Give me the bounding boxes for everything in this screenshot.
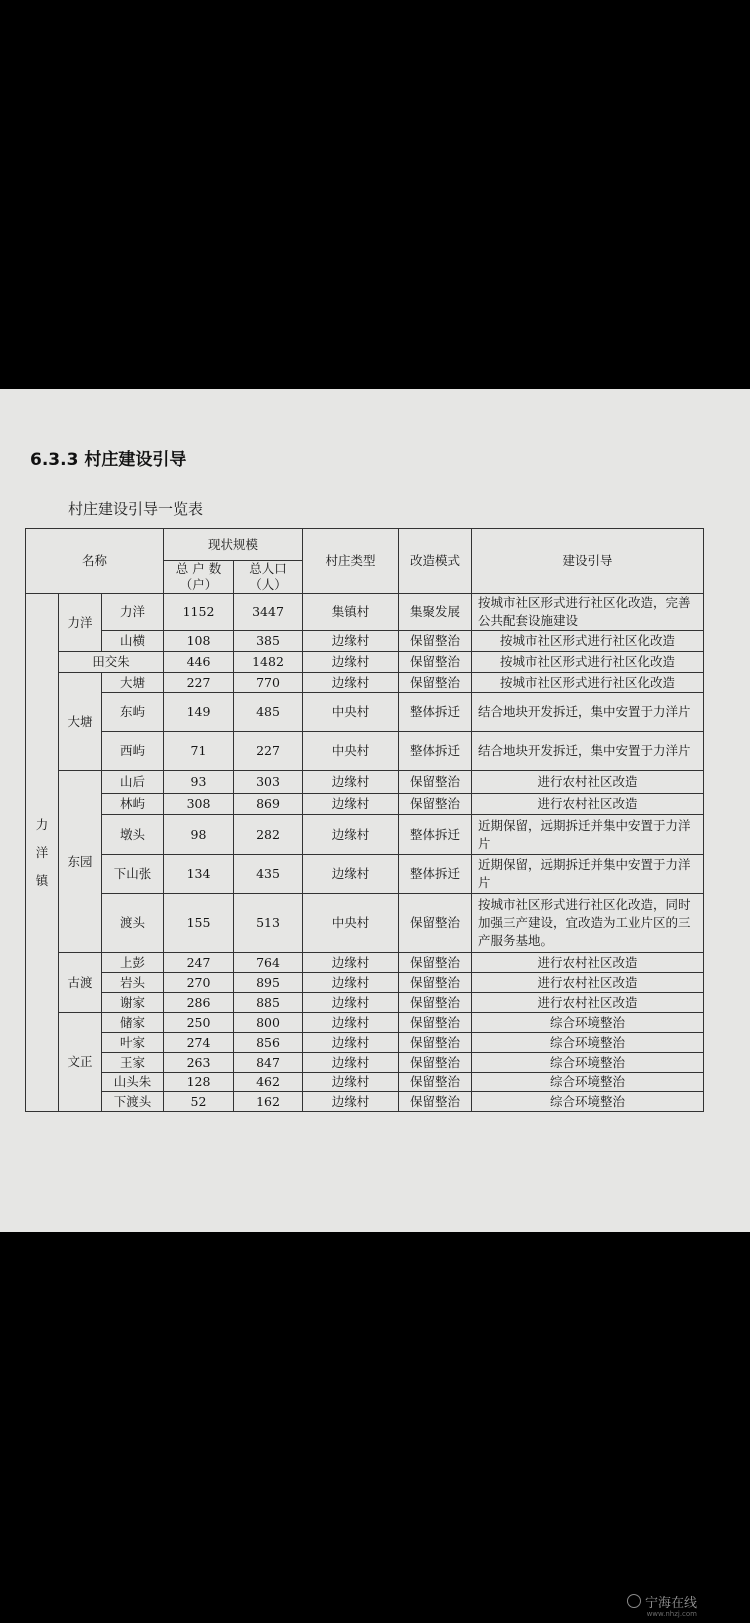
village-type: 边缘村 <box>303 815 399 855</box>
population-value: 435 <box>234 855 303 894</box>
village-name: 下山张 <box>102 855 164 894</box>
construction-guide: 进行农村社区改造 <box>472 953 704 973</box>
village-name: 田交朱 <box>59 652 164 673</box>
construction-guide: 近期保留，远期拆迁并集中安置于力洋片 <box>472 855 704 894</box>
header-village-type: 村庄类型 <box>303 529 399 594</box>
households-value: 134 <box>164 855 234 894</box>
construction-guide: 进行农村社区改造 <box>472 973 704 993</box>
village-type: 边缘村 <box>303 855 399 894</box>
population-value: 764 <box>234 953 303 973</box>
households-value: 128 <box>164 1073 234 1092</box>
construction-guide: 按城市社区形式进行社区化改造 <box>472 652 704 673</box>
construction-guide: 综合环境整治 <box>472 1092 704 1112</box>
population-value: 1482 <box>234 652 303 673</box>
households-value: 270 <box>164 973 234 993</box>
table-row <box>26 993 704 1013</box>
population-value: 856 <box>234 1033 303 1053</box>
population-value: 885 <box>234 993 303 1013</box>
group-wenzheng: 文正 <box>59 1013 102 1112</box>
village-type: 边缘村 <box>303 953 399 973</box>
renovation-mode: 保留整治 <box>399 673 472 693</box>
header-households: 总 户 数 （户） <box>164 561 234 594</box>
households-value: 1152 <box>164 594 234 631</box>
construction-guide: 结合地块开发拆迁，集中安置于力洋片 <box>472 732 704 771</box>
households-value: 71 <box>164 732 234 771</box>
population-value: 162 <box>234 1092 303 1112</box>
construction-guide: 按城市社区形式进行社区化改造 <box>472 631 704 652</box>
table-row <box>26 732 704 771</box>
village-name: 储家 <box>102 1013 164 1033</box>
construction-guide: 综合环境整治 <box>472 1013 704 1033</box>
group-datang: 大塘 <box>59 673 102 771</box>
document-photo <box>0 389 750 1232</box>
population-value: 385 <box>234 631 303 652</box>
construction-guide: 综合环境整治 <box>472 1033 704 1053</box>
households-value: 263 <box>164 1053 234 1073</box>
construction-guide: 进行农村社区改造 <box>472 771 704 794</box>
renovation-mode: 保留整治 <box>399 973 472 993</box>
households-value: 108 <box>164 631 234 652</box>
households-value: 227 <box>164 673 234 693</box>
renovation-mode: 集聚发展 <box>399 594 472 631</box>
town-name-cell: 力 洋 镇 <box>26 594 59 1112</box>
village-name: 林屿 <box>102 794 164 815</box>
renovation-mode: 保留整治 <box>399 953 472 973</box>
village-type: 边缘村 <box>303 652 399 673</box>
village-name: 东屿 <box>102 693 164 732</box>
construction-guide: 综合环境整治 <box>472 1053 704 1073</box>
population-value: 227 <box>234 732 303 771</box>
population-value: 895 <box>234 973 303 993</box>
population-value: 770 <box>234 673 303 693</box>
site-watermark <box>645 1592 697 1618</box>
construction-guide: 按城市社区形式进行社区化改造，完善公共配套设施建设 <box>472 594 704 631</box>
table-row <box>26 673 704 693</box>
renovation-mode: 保留整治 <box>399 993 472 1013</box>
header-row <box>26 529 704 561</box>
village-guide-table <box>25 528 704 1112</box>
population-value: 462 <box>234 1073 303 1092</box>
construction-guide: 综合环境整治 <box>472 1073 704 1092</box>
table-row <box>26 652 704 673</box>
village-type: 边缘村 <box>303 673 399 693</box>
households-value: 155 <box>164 894 234 953</box>
village-name: 谢家 <box>102 993 164 1013</box>
population-value: 485 <box>234 693 303 732</box>
header-population: 总人口 （人） <box>234 561 303 594</box>
site-logo-icon <box>627 1594 641 1608</box>
village-name: 上彭 <box>102 953 164 973</box>
households-value: 149 <box>164 693 234 732</box>
renovation-mode: 整体拆迁 <box>399 815 472 855</box>
village-name: 力洋 <box>102 594 164 631</box>
village-name: 叶家 <box>102 1033 164 1053</box>
village-type: 边缘村 <box>303 1073 399 1092</box>
village-name: 墩头 <box>102 815 164 855</box>
village-type: 边缘村 <box>303 771 399 794</box>
table-row <box>26 693 704 732</box>
households-value: 98 <box>164 815 234 855</box>
section-title: 6.3.3 村庄建设引导 <box>30 450 187 470</box>
table-row <box>26 815 704 855</box>
village-name: 王家 <box>102 1053 164 1073</box>
village-type: 边缘村 <box>303 631 399 652</box>
renovation-mode: 整体拆迁 <box>399 693 472 732</box>
households-value: 52 <box>164 1092 234 1112</box>
construction-guide: 按城市社区形式进行社区化改造 <box>472 673 704 693</box>
village-type: 边缘村 <box>303 1033 399 1053</box>
table-row <box>26 894 704 953</box>
renovation-mode: 保留整治 <box>399 631 472 652</box>
households-value: 247 <box>164 953 234 973</box>
renovation-mode: 整体拆迁 <box>399 732 472 771</box>
village-name: 山后 <box>102 771 164 794</box>
population-value: 513 <box>234 894 303 953</box>
households-value: 93 <box>164 771 234 794</box>
population-value: 3447 <box>234 594 303 631</box>
village-type: 中央村 <box>303 693 399 732</box>
village-type: 中央村 <box>303 894 399 953</box>
population-value: 869 <box>234 794 303 815</box>
village-name: 渡头 <box>102 894 164 953</box>
renovation-mode: 保留整治 <box>399 1053 472 1073</box>
village-name: 西屿 <box>102 732 164 771</box>
village-name: 下渡头 <box>102 1092 164 1112</box>
table-row <box>26 1033 704 1053</box>
village-name: 岩头 <box>102 973 164 993</box>
village-type: 边缘村 <box>303 973 399 993</box>
header-construction-guide: 建设引导 <box>472 529 704 594</box>
group-liyang: 力洋 <box>59 594 102 652</box>
renovation-mode: 保留整治 <box>399 652 472 673</box>
renovation-mode: 保留整治 <box>399 1033 472 1053</box>
households-value: 286 <box>164 993 234 1013</box>
village-type: 边缘村 <box>303 993 399 1013</box>
construction-guide: 进行农村社区改造 <box>472 794 704 815</box>
table-row <box>26 1092 704 1112</box>
village-name: 山横 <box>102 631 164 652</box>
village-type: 边缘村 <box>303 1013 399 1033</box>
construction-guide: 结合地块开发拆迁，集中安置于力洋片 <box>472 693 704 732</box>
table-row <box>26 631 704 652</box>
table-row <box>26 794 704 815</box>
renovation-mode: 保留整治 <box>399 1073 472 1092</box>
renovation-mode: 保留整治 <box>399 771 472 794</box>
header-current-scale: 现状规模 <box>164 529 303 561</box>
renovation-mode: 保留整治 <box>399 794 472 815</box>
watermark-name: 宁海在线 <box>645 1596 698 1611</box>
households-value: 274 <box>164 1033 234 1053</box>
renovation-mode: 整体拆迁 <box>399 855 472 894</box>
households-value: 446 <box>164 652 234 673</box>
renovation-mode: 保留整治 <box>399 894 472 953</box>
construction-guide: 按城市社区形式进行社区化改造，同时加强三产建设，宜改造为工业片区的三产服务基地。 <box>472 894 704 953</box>
village-type: 边缘村 <box>303 1053 399 1073</box>
table-row <box>26 973 704 993</box>
table-row <box>26 855 704 894</box>
village-type: 边缘村 <box>303 1092 399 1112</box>
table-body <box>26 529 704 1112</box>
construction-guide: 进行农村社区改造 <box>472 993 704 1013</box>
population-value: 303 <box>234 771 303 794</box>
table-row <box>26 1073 704 1092</box>
households-value: 308 <box>164 794 234 815</box>
watermark-url: www.nhzj.com <box>646 1610 698 1618</box>
table-row <box>26 1013 704 1033</box>
renovation-mode: 保留整治 <box>399 1092 472 1112</box>
village-type: 边缘村 <box>303 794 399 815</box>
table-row <box>26 771 704 794</box>
village-name: 山头朱 <box>102 1073 164 1092</box>
population-value: 847 <box>234 1053 303 1073</box>
table-caption: 村庄建设引导一览表 <box>68 500 204 518</box>
village-type: 集镇村 <box>303 594 399 631</box>
table-row <box>26 1053 704 1073</box>
table-row <box>26 953 704 973</box>
village-type: 中央村 <box>303 732 399 771</box>
group-gudu: 古渡 <box>59 953 102 1013</box>
households-value: 250 <box>164 1013 234 1033</box>
group-dongyuan: 东园 <box>59 771 102 953</box>
construction-guide: 近期保留，远期拆迁并集中安置于力洋片 <box>472 815 704 855</box>
population-value: 800 <box>234 1013 303 1033</box>
population-value: 282 <box>234 815 303 855</box>
renovation-mode: 保留整治 <box>399 1013 472 1033</box>
table-row <box>26 594 704 631</box>
header-renovation-mode: 改造模式 <box>399 529 472 594</box>
header-name: 名称 <box>26 529 164 594</box>
village-name: 大塘 <box>102 673 164 693</box>
